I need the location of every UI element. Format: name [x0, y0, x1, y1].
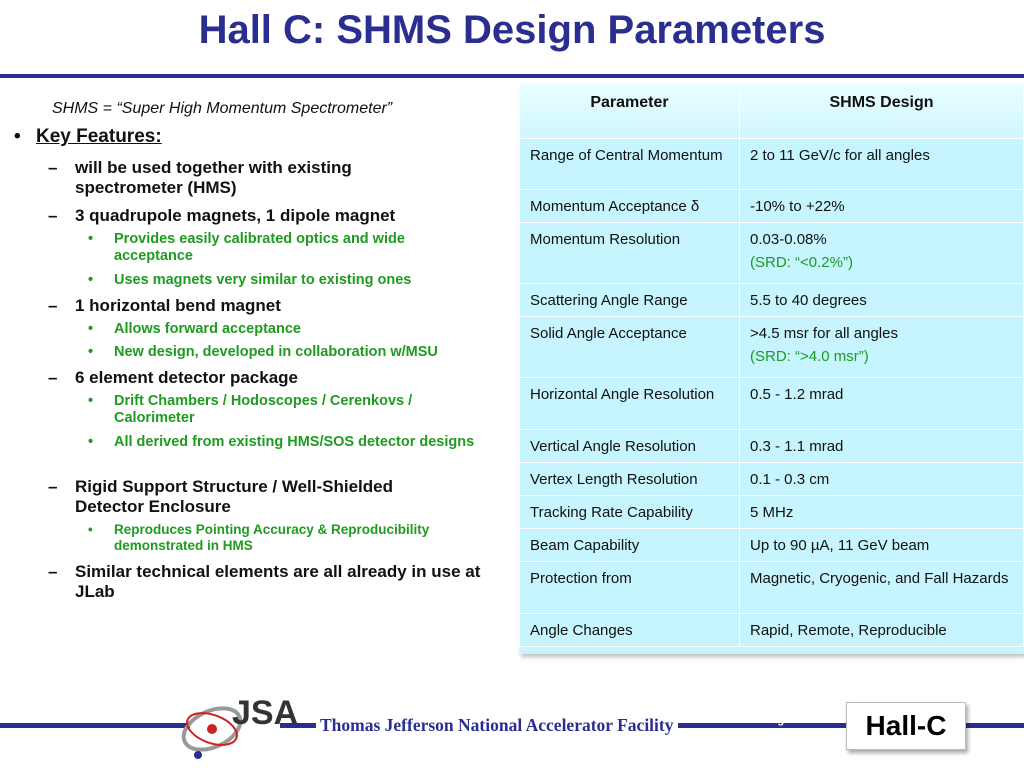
value-cell	[740, 223, 1024, 284]
value-cell: 0.5 - 1.2 mrad	[740, 378, 1024, 430]
feature-text: 3 quadrupole magnets, 1 dipole magnet	[75, 206, 396, 225]
table-row	[520, 614, 1024, 647]
parameter-cell: Protection from	[520, 562, 740, 614]
table-row	[520, 378, 1024, 430]
dash-bullet: –	[48, 562, 58, 581]
shms-definition: SHMS = “Super High Momentum Spectrometer”	[52, 100, 393, 117]
feature-item	[48, 296, 468, 316]
sub-feature-text: Reproduces Pointing Accuracy & Reproducibility demonstrated in HMS	[114, 522, 430, 553]
value-cell: 0.3 - 1.1 mrad	[740, 430, 1024, 463]
title-divider	[0, 74, 1024, 78]
value-cell: 0.1 - 0.3 cm	[740, 463, 1024, 496]
sub-bullet: •	[88, 231, 94, 247]
value-cell: -10% to +22%	[740, 190, 1024, 223]
value-cell: Magnetic, Cryogenic, and Fall Hazards	[740, 562, 1024, 614]
bullet: •	[14, 126, 21, 147]
sub-feature-text: Drift Chambers / Hodoscopes / Cerenkovs / Calorimeter	[114, 393, 413, 426]
parameter-cell: Tracking Rate Capability	[520, 496, 740, 529]
sub-feature-item	[88, 231, 468, 265]
table-row	[520, 463, 1024, 496]
parameter-cell: Vertex Length Resolution	[520, 463, 740, 496]
parameter-cell: Momentum Resolution	[520, 223, 740, 284]
logo-text: JSA	[232, 694, 299, 732]
parameter-cell: Solid Angle Acceptance	[520, 317, 740, 378]
slide-title: Hall C: SHMS Design Parameters	[198, 8, 826, 52]
feature-item	[48, 206, 468, 226]
sub-bullet: •	[88, 272, 94, 288]
parameter-cell: Scattering Angle Range	[520, 284, 740, 317]
sub-feature-text: All derived from existing HMS/SOS detector designs	[114, 434, 475, 450]
sub-bullet: •	[88, 344, 94, 360]
feature-text: Similar technical elements are all already in use at JLab	[75, 562, 481, 601]
table-row	[520, 317, 1024, 378]
feature-item	[48, 562, 481, 602]
feature-text: Rigid Support Structure / Well-Shielded Detector Enclosure	[75, 477, 393, 516]
sub-feature-item	[88, 434, 488, 468]
table-row	[520, 139, 1024, 190]
feature-item	[48, 368, 468, 388]
dash-bullet: –	[48, 477, 58, 496]
srd-note: (SRD: “<0.2%”)	[750, 254, 853, 271]
srd-note: (SRD: “>4.0 msr”)	[750, 348, 869, 365]
key-features-heading	[14, 126, 162, 148]
dash-bullet: –	[48, 368, 58, 387]
sub-feature-item	[88, 344, 503, 361]
dash-bullet: –	[48, 296, 58, 315]
sub-feature-item	[88, 321, 488, 338]
hall-c-badge: Hall-C	[846, 702, 966, 750]
feature-item	[48, 477, 468, 517]
value-cell: Rapid, Remote, Reproducible	[740, 614, 1024, 647]
design-parameters-table	[519, 83, 1024, 654]
value-text: 0.03-0.08%	[750, 231, 827, 248]
parameter-cell: Beam Capability	[520, 529, 740, 562]
parameter-cell: Range of Central Momentum	[520, 139, 740, 190]
value-cell	[740, 317, 1024, 378]
parameter-cell: Horizontal Angle Resolution	[520, 378, 740, 430]
feature-text: 6 element detector package	[75, 368, 298, 387]
table-row	[520, 430, 1024, 463]
feature-text: will be used together with existing spectrometer (HMS)	[75, 158, 352, 197]
value-text: >4.5 msr for all angles	[750, 325, 898, 342]
value-cell: 2 to 11 GeV/c for all angles	[740, 139, 1024, 190]
sub-feature-item	[88, 522, 498, 554]
table-row	[520, 223, 1024, 284]
table-row	[520, 190, 1024, 223]
column-header-parameter: Parameter	[520, 84, 740, 139]
dash-bullet: –	[48, 206, 58, 225]
table-row	[520, 496, 1024, 529]
parameter-cell: Angle Changes	[520, 614, 740, 647]
sub-bullet: •	[88, 522, 93, 537]
sub-feature-text: Allows forward acceptance	[114, 321, 301, 337]
dash-bullet: –	[48, 158, 58, 177]
table-header-row	[520, 84, 1024, 139]
sub-feature-text: New design, developed in collaboration w/MSU	[114, 344, 438, 360]
table-row	[520, 562, 1024, 614]
organization-name: Thomas Jefferson National Accelerator Facility	[316, 715, 678, 736]
parameter-cell: Vertical Angle Resolution	[520, 430, 740, 463]
sub-feature-item	[88, 393, 488, 427]
sub-bullet: •	[88, 434, 94, 450]
sub-bullet: •	[88, 321, 94, 337]
feature-text: 1 horizontal bend magnet	[75, 296, 281, 315]
value-cell: 5.5 to 40 degrees	[740, 284, 1024, 317]
sub-feature-text: Uses magnets very similar to existing ones	[114, 272, 412, 288]
page-number: Page 8	[764, 714, 800, 726]
sub-bullet: •	[88, 393, 94, 409]
sub-feature-text: Provides easily calibrated optics and wide acceptance	[114, 231, 405, 264]
table-row	[520, 529, 1024, 562]
table-row	[520, 284, 1024, 317]
value-cell: Up to 90 µA, 11 GeV beam	[740, 529, 1024, 562]
parameter-cell: Momentum Acceptance δ	[520, 190, 740, 223]
sub-feature-item	[88, 272, 488, 289]
column-header-shms-design: SHMS Design	[740, 84, 1024, 139]
value-cell: 5 MHz	[740, 496, 1024, 529]
key-features-label: Key Features:	[36, 126, 162, 147]
feature-item	[48, 158, 448, 198]
footer-rule-left	[0, 723, 190, 728]
